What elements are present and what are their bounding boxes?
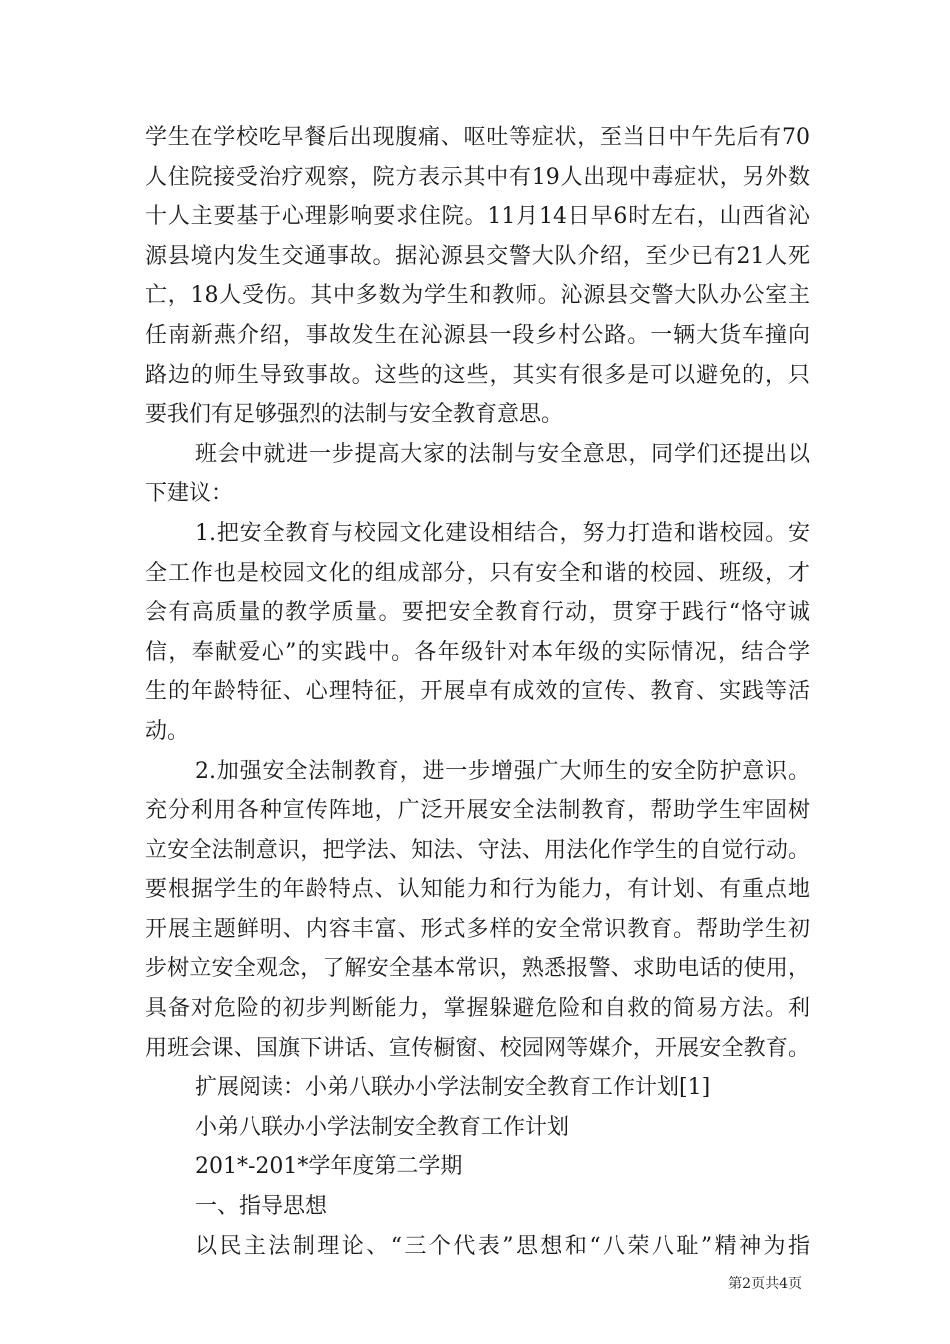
text-line: 全工作也是校园文化的组成部分，只有安全和谐的校园、班级，才 (145, 560, 810, 586)
text-line: 2.加强安全法制教育，进一步增强广大师生的安全防护意识。 (195, 758, 810, 784)
text-line: 要根据学生的年龄特点、认知能力和行为能力，有计划、有重点地 (145, 877, 810, 903)
text-line: 亡，18人受伤。其中多数为学生和教师。沁源县交警大队办公室主 (145, 283, 810, 309)
text-line: 任南新燕介绍，事故发生在沁源县一段乡村公路。一辆大货车撞向 (145, 322, 810, 348)
text-line: 下建议： (145, 481, 234, 507)
text-line: 立安全法制意识，把学法、知法、守法、用法化作学生的自觉行动。 (145, 837, 810, 863)
text-line: 201*-201*学年度第二学期 (195, 1154, 463, 1180)
text-line: 具备对危险的初步判断能力，掌握躲避危险和自救的简易方法。利 (145, 996, 810, 1022)
text-line: 源县境内发生交通事故。据沁源县交警大队介绍，至少已有21人死 (145, 243, 810, 269)
text-line: 十人主要基于心理影响要求住院。11月14日早6时左右，山西省沁 (145, 204, 810, 230)
document-body (145, 118, 810, 1266)
text-line: 步树立安全观念，了解安全基本常识，熟悉报警、求助电话的使用， (145, 956, 810, 982)
text-line: 充分利用各种宣传阵地，广泛开展安全法制教育，帮助学生牢固树 (145, 798, 810, 824)
text-line: 以民主法制理论、“三个代表”思想和“八荣八耻”精神为指 (195, 1233, 810, 1259)
text-line: 班会中就进一步提高大家的法制与安全意思，同学们还提出以 (195, 441, 810, 467)
text-line: 生的年龄特征、心理特征，开展卓有成效的宣传、教育、实践等活 (145, 679, 810, 705)
text-line: 信，奉献爱心”的实践中。各年级针对本年级的实际情况，结合学 (145, 639, 810, 665)
text-line: 小弟八联办小学法制安全教育工作计划 (195, 1114, 570, 1140)
text-line: 扩展阅读：小弟八联办小学法制安全教育工作计划[1] (195, 1075, 711, 1101)
text-line: 开展主题鲜明、内容丰富、形式多样的安全常识教育。帮助学生初 (145, 916, 810, 942)
text-line: 1.把安全教育与校园文化建设相结合，努力打造和谐校园。安 (195, 520, 810, 546)
text-line: 用班会课、国旗下讲话、宣传橱窗、校园网等媒介，开展安全教育。 (145, 1035, 810, 1061)
page-number-footer: 第2页共4页 (728, 1276, 802, 1292)
text-line: 人住院接受治疗观察，院方表示其中有19人出现中毒症状，另外数 (145, 164, 810, 190)
text-line: 会有高质量的教学质量。要把安全教育行动，贯穿于践行“恪守诚 (145, 600, 810, 626)
text-line: 学生在学校吃早餐后出现腹痛、呕吐等症状，至当日中午先后有70 (145, 125, 810, 150)
text-line: 一、指导思想 (195, 1194, 328, 1220)
text-line: 动。 (145, 718, 190, 744)
text-line: 要我们有足够强烈的法制与安全教育意思。 (145, 402, 564, 428)
text-line: 路边的师生导致事故。这些的这些，其实有很多是可以避免的，只 (145, 362, 810, 388)
